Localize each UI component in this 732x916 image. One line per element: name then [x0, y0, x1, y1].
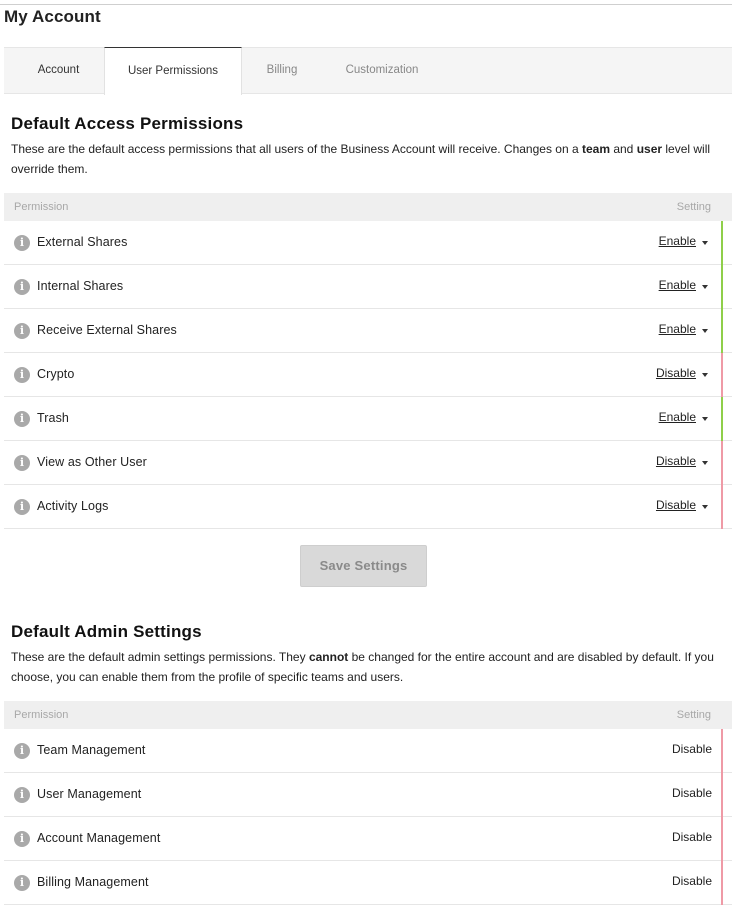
setting-value: Disable [671, 786, 712, 800]
default-admin-title: Default Admin Settings [11, 622, 202, 641]
permission-row-billing-management [4, 861, 732, 905]
status-indicator-bar [721, 773, 723, 817]
info-icon[interactable]: i [14, 235, 30, 251]
permission-label: Trash [37, 411, 69, 425]
setting-dropdown[interactable]: Enable [658, 410, 696, 424]
info-icon[interactable]: i [14, 831, 30, 847]
info-icon[interactable]: i [14, 323, 30, 339]
tab-user-permissions[interactable]: User Permissions [104, 47, 242, 95]
setting-dropdown[interactable]: Disable [655, 454, 696, 468]
desc-team: team [581, 142, 610, 156]
info-icon[interactable]: i [14, 367, 30, 383]
column-permission: Permission [14, 709, 69, 721]
setting-dropdown[interactable]: Disable [655, 498, 696, 512]
access-permissions-table [4, 193, 732, 529]
column-setting: Setting [676, 201, 711, 213]
status-indicator-bar [721, 485, 723, 529]
info-icon[interactable]: i [14, 411, 30, 427]
permission-label: Internal Shares [37, 279, 124, 293]
permission-row-account-management [4, 817, 732, 861]
caret-down-icon[interactable] [702, 505, 708, 509]
info-icon[interactable]: i [14, 279, 30, 295]
status-indicator-bar [721, 221, 723, 265]
setting-value: Disable [671, 874, 712, 888]
permission-row-activity-logs [4, 485, 732, 529]
tab-account[interactable]: Account [37, 64, 80, 76]
desc-cannot: cannot [308, 650, 349, 664]
default-admin-description [11, 648, 723, 687]
permission-label: User Management [37, 787, 142, 801]
table-header [4, 701, 732, 729]
permission-row-crypto [4, 353, 732, 397]
setting-value: Disable [671, 830, 712, 844]
permission-row-user-management [4, 773, 732, 817]
permission-row-internal-shares [4, 265, 732, 309]
permission-label: Activity Logs [37, 499, 109, 513]
permission-label: Team Management [37, 743, 146, 757]
setting-dropdown[interactable]: Enable [658, 234, 696, 248]
desc-text: These are the default access permissions that all users of the Business Account will receive. Changes on a [11, 142, 582, 156]
save-settings-button[interactable]: Save Settings [300, 545, 427, 587]
info-icon[interactable]: i [14, 875, 30, 891]
desc-text: level will override them. [11, 142, 711, 176]
permission-row-external-shares [4, 221, 732, 265]
caret-down-icon[interactable] [702, 285, 708, 289]
permission-row-trash [4, 397, 732, 441]
tab-bar [4, 47, 732, 94]
permission-row-view-as-other-user [4, 441, 732, 485]
status-indicator-bar [721, 861, 723, 905]
admin-settings-table [4, 701, 732, 905]
caret-down-icon[interactable] [702, 461, 708, 465]
column-setting: Setting [676, 709, 711, 721]
top-divider [0, 4, 732, 5]
status-indicator-bar [721, 353, 723, 397]
permission-label: Billing Management [37, 875, 149, 889]
permission-label: Crypto [37, 367, 75, 381]
setting-dropdown[interactable]: Enable [658, 278, 696, 292]
desc-text: and [609, 142, 637, 156]
status-indicator-bar [721, 817, 723, 861]
column-permission: Permission [14, 201, 69, 213]
info-icon[interactable]: i [14, 455, 30, 471]
caret-down-icon[interactable] [702, 329, 708, 333]
status-indicator-bar [721, 397, 723, 441]
tab-billing[interactable]: Billing [266, 64, 298, 76]
page-title: My Account [4, 7, 101, 26]
setting-value: Disable [671, 742, 712, 756]
caret-down-icon[interactable] [702, 241, 708, 245]
permission-label: External Shares [37, 235, 128, 249]
permission-label: View as Other User [37, 455, 147, 469]
setting-dropdown[interactable]: Enable [658, 322, 696, 336]
info-icon[interactable]: i [14, 787, 30, 803]
status-indicator-bar [721, 729, 723, 773]
status-indicator-bar [721, 265, 723, 309]
info-icon[interactable]: i [14, 499, 30, 515]
status-indicator-bar [721, 441, 723, 485]
permission-row-team-management [4, 729, 732, 773]
tab-customization[interactable]: Customization [345, 64, 419, 76]
info-icon[interactable]: i [14, 743, 30, 759]
desc-user: user [636, 142, 663, 156]
default-access-title: Default Access Permissions [11, 114, 244, 133]
default-access-description [11, 140, 723, 179]
permission-row-receive-external-shares [4, 309, 732, 353]
permission-label: Receive External Shares [37, 323, 177, 337]
table-header [4, 193, 732, 221]
desc-text: be changed for the entire account and are disabled by default. If you choose, you can enable them from the profile of specific teams and users. [11, 650, 714, 684]
setting-dropdown[interactable]: Disable [655, 366, 696, 380]
caret-down-icon[interactable] [702, 373, 708, 377]
caret-down-icon[interactable] [702, 417, 708, 421]
desc-text: These are the default admin settings permissions. They [11, 650, 309, 664]
status-indicator-bar [721, 309, 723, 353]
permission-label: Account Management [37, 831, 161, 845]
